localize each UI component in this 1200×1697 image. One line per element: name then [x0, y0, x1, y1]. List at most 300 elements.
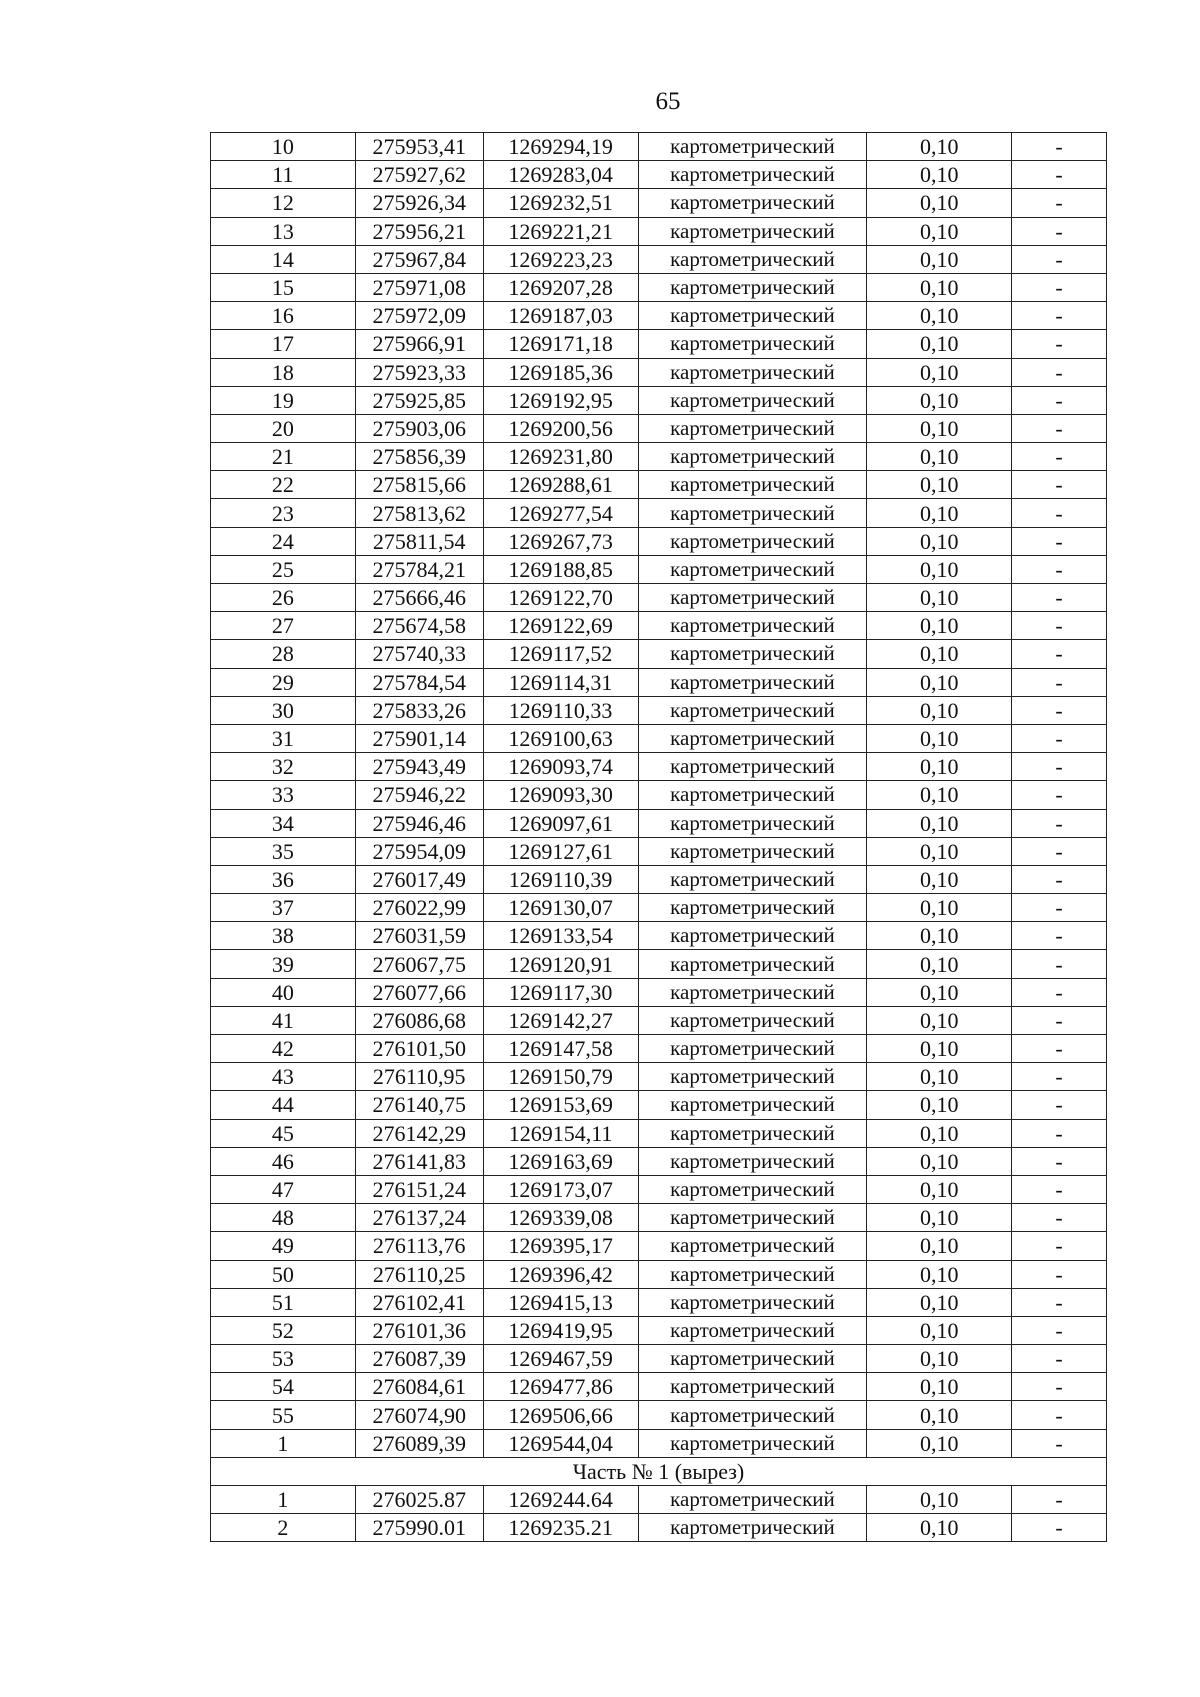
point-number-cell: 11	[211, 161, 356, 189]
method-cell: картометрический	[638, 668, 867, 696]
accuracy-cell: 0,10	[867, 1514, 1012, 1542]
method-cell: картометрический	[638, 894, 867, 922]
accuracy-cell: 0,10	[867, 865, 1012, 893]
y-coordinate-cell: 1269477,86	[483, 1373, 638, 1401]
description-cell: -	[1012, 555, 1107, 583]
x-coordinate-cell: 275784,21	[355, 555, 483, 583]
point-number-cell: 19	[211, 386, 356, 414]
table-row	[211, 837, 1107, 865]
method-cell: картометрический	[638, 1175, 867, 1203]
x-coordinate-cell: 275990.01	[355, 1514, 483, 1542]
accuracy-cell: 0,10	[867, 1288, 1012, 1316]
point-number-cell: 2	[211, 1514, 356, 1542]
method-cell: картометрический	[638, 724, 867, 752]
point-number-cell: 41	[211, 1006, 356, 1034]
method-cell: картометрический	[638, 950, 867, 978]
method-cell: картометрический	[638, 189, 867, 217]
description-cell: -	[1012, 1345, 1107, 1373]
table-row	[211, 330, 1107, 358]
y-coordinate-cell: 1269120,91	[483, 950, 638, 978]
point-number-cell: 42	[211, 1035, 356, 1063]
method-cell: картометрический	[638, 1204, 867, 1232]
point-number-cell: 43	[211, 1063, 356, 1091]
point-number-cell: 47	[211, 1175, 356, 1203]
description-cell: -	[1012, 1401, 1107, 1429]
method-cell: картометрический	[638, 1514, 867, 1542]
accuracy-cell: 0,10	[867, 1175, 1012, 1203]
description-cell: -	[1012, 1119, 1107, 1147]
table-row	[211, 1373, 1107, 1401]
y-coordinate-cell: 1269192,95	[483, 386, 638, 414]
point-number-cell: 45	[211, 1119, 356, 1147]
y-coordinate-cell: 1269221,21	[483, 217, 638, 245]
point-number-cell: 22	[211, 471, 356, 499]
point-number-cell: 32	[211, 753, 356, 781]
table-row	[211, 217, 1107, 245]
description-cell: -	[1012, 273, 1107, 301]
table-row	[211, 668, 1107, 696]
y-coordinate-cell: 1269288,61	[483, 471, 638, 499]
description-cell: -	[1012, 1232, 1107, 1260]
method-cell: картометрический	[638, 837, 867, 865]
x-coordinate-cell: 276113,76	[355, 1232, 483, 1260]
page-number: 65	[655, 88, 681, 115]
point-number-cell: 55	[211, 1401, 356, 1429]
method-cell: картометрический	[638, 443, 867, 471]
method-cell: картометрический	[638, 781, 867, 809]
table-row	[211, 273, 1107, 301]
table-row	[211, 950, 1107, 978]
y-coordinate-cell: 1269467,59	[483, 1345, 638, 1373]
x-coordinate-cell: 276087,39	[355, 1345, 483, 1373]
accuracy-cell: 0,10	[867, 1260, 1012, 1288]
method-cell: картометрический	[638, 1119, 867, 1147]
y-coordinate-cell: 1269200,56	[483, 414, 638, 442]
accuracy-cell: 0,10	[867, 1373, 1012, 1401]
description-cell: -	[1012, 950, 1107, 978]
table-row	[211, 1204, 1107, 1232]
accuracy-cell: 0,10	[867, 1316, 1012, 1344]
table-row	[211, 1345, 1107, 1373]
table-row	[211, 1063, 1107, 1091]
accuracy-cell: 0,10	[867, 724, 1012, 752]
x-coordinate-cell: 275946,46	[355, 809, 483, 837]
y-coordinate-cell: 1269100,63	[483, 724, 638, 752]
description-cell: -	[1012, 612, 1107, 640]
accuracy-cell: 0,10	[867, 781, 1012, 809]
x-coordinate-cell: 276151,24	[355, 1175, 483, 1203]
accuracy-cell: 0,10	[867, 217, 1012, 245]
description-cell: -	[1012, 1063, 1107, 1091]
point-number-cell: 15	[211, 273, 356, 301]
method-cell: картометрический	[638, 302, 867, 330]
point-number-cell: 50	[211, 1260, 356, 1288]
point-number-cell: 35	[211, 837, 356, 865]
table-row	[211, 1147, 1107, 1175]
method-cell: картометрический	[638, 1035, 867, 1063]
x-coordinate-cell: 276140,75	[355, 1091, 483, 1119]
accuracy-cell: 0,10	[867, 640, 1012, 668]
y-coordinate-cell: 1269187,03	[483, 302, 638, 330]
table-row	[211, 1486, 1107, 1514]
method-cell: картометрический	[638, 1232, 867, 1260]
method-cell: картометрический	[638, 640, 867, 668]
x-coordinate-cell: 276101,36	[355, 1316, 483, 1344]
method-cell: картометрический	[638, 527, 867, 555]
table-row	[211, 865, 1107, 893]
method-cell: картометрический	[638, 161, 867, 189]
point-number-cell: 36	[211, 865, 356, 893]
accuracy-cell: 0,10	[867, 133, 1012, 161]
description-cell: -	[1012, 1147, 1107, 1175]
accuracy-cell: 0,10	[867, 894, 1012, 922]
description-cell: -	[1012, 245, 1107, 273]
description-cell: -	[1012, 724, 1107, 752]
x-coordinate-cell: 276017,49	[355, 865, 483, 893]
method-cell: картометрический	[638, 330, 867, 358]
accuracy-cell: 0,10	[867, 1035, 1012, 1063]
point-number-cell: 46	[211, 1147, 356, 1175]
point-number-cell: 1	[211, 1486, 356, 1514]
y-coordinate-cell: 1269122,69	[483, 612, 638, 640]
point-number-cell: 26	[211, 584, 356, 612]
description-cell: -	[1012, 217, 1107, 245]
description-cell: -	[1012, 499, 1107, 527]
y-coordinate-cell: 1269117,52	[483, 640, 638, 668]
accuracy-cell: 0,10	[867, 358, 1012, 386]
y-coordinate-cell: 1269147,58	[483, 1035, 638, 1063]
table-row	[211, 133, 1107, 161]
method-cell: картометрический	[638, 499, 867, 527]
x-coordinate-cell: 275666,46	[355, 584, 483, 612]
method-cell: картометрический	[638, 922, 867, 950]
x-coordinate-cell: 276086,68	[355, 1006, 483, 1034]
accuracy-cell: 0,10	[867, 978, 1012, 1006]
table-row	[211, 753, 1107, 781]
accuracy-cell: 0,10	[867, 668, 1012, 696]
y-coordinate-cell: 1269339,08	[483, 1204, 638, 1232]
method-cell: картометрический	[638, 809, 867, 837]
accuracy-cell: 0,10	[867, 161, 1012, 189]
table-row	[211, 809, 1107, 837]
x-coordinate-cell: 276141,83	[355, 1147, 483, 1175]
description-cell: -	[1012, 668, 1107, 696]
table-row	[211, 1091, 1107, 1119]
accuracy-cell: 0,10	[867, 527, 1012, 555]
table-row	[211, 555, 1107, 583]
accuracy-cell: 0,10	[867, 922, 1012, 950]
y-coordinate-cell: 1269415,13	[483, 1288, 638, 1316]
x-coordinate-cell: 276101,50	[355, 1035, 483, 1063]
y-coordinate-cell: 1269277,54	[483, 499, 638, 527]
method-cell: картометрический	[638, 612, 867, 640]
method-cell: картометрический	[638, 217, 867, 245]
table-row	[211, 1401, 1107, 1429]
table-row	[211, 724, 1107, 752]
x-coordinate-cell: 275903,06	[355, 414, 483, 442]
point-number-cell: 17	[211, 330, 356, 358]
y-coordinate-cell: 1269207,28	[483, 273, 638, 301]
method-cell: картометрический	[638, 1006, 867, 1034]
method-cell: картометрический	[638, 1316, 867, 1344]
x-coordinate-cell: 275971,08	[355, 273, 483, 301]
y-coordinate-cell: 1269185,36	[483, 358, 638, 386]
point-number-cell: 16	[211, 302, 356, 330]
table-row	[211, 696, 1107, 724]
point-number-cell: 25	[211, 555, 356, 583]
point-number-cell: 37	[211, 894, 356, 922]
point-number-cell: 29	[211, 668, 356, 696]
accuracy-cell: 0,10	[867, 555, 1012, 583]
method-cell: картометрический	[638, 133, 867, 161]
method-cell: картометрический	[638, 471, 867, 499]
accuracy-cell: 0,10	[867, 414, 1012, 442]
x-coordinate-cell: 275943,49	[355, 753, 483, 781]
y-coordinate-cell: 1269506,66	[483, 1401, 638, 1429]
method-cell: картометрический	[638, 414, 867, 442]
section-title: Часть № 1 (вырез)	[211, 1457, 1107, 1485]
x-coordinate-cell: 275923,33	[355, 358, 483, 386]
method-cell: картометрический	[638, 555, 867, 583]
accuracy-cell: 0,10	[867, 189, 1012, 217]
y-coordinate-cell: 1269163,69	[483, 1147, 638, 1175]
table-row	[211, 1514, 1107, 1542]
method-cell: картометрический	[638, 1288, 867, 1316]
description-cell: -	[1012, 302, 1107, 330]
coordinates-table-body	[211, 133, 1107, 1542]
accuracy-cell: 0,10	[867, 584, 1012, 612]
point-number-cell: 40	[211, 978, 356, 1006]
table-row	[211, 1119, 1107, 1147]
x-coordinate-cell: 275926,34	[355, 189, 483, 217]
accuracy-cell: 0,10	[867, 753, 1012, 781]
method-cell: картометрический	[638, 1091, 867, 1119]
description-cell: -	[1012, 1260, 1107, 1288]
x-coordinate-cell: 275956,21	[355, 217, 483, 245]
y-coordinate-cell: 1269171,18	[483, 330, 638, 358]
method-cell: картометрический	[638, 1063, 867, 1091]
x-coordinate-cell: 276084,61	[355, 1373, 483, 1401]
y-coordinate-cell: 1269231,80	[483, 443, 638, 471]
point-number-cell: 44	[211, 1091, 356, 1119]
accuracy-cell: 0,10	[867, 245, 1012, 273]
table-row	[211, 1288, 1107, 1316]
x-coordinate-cell: 275972,09	[355, 302, 483, 330]
table-row	[211, 386, 1107, 414]
y-coordinate-cell: 1269419,95	[483, 1316, 638, 1344]
table-row	[211, 894, 1107, 922]
accuracy-cell: 0,10	[867, 330, 1012, 358]
table-row	[211, 781, 1107, 809]
table-row	[211, 1429, 1107, 1457]
description-cell: -	[1012, 133, 1107, 161]
y-coordinate-cell: 1269267,73	[483, 527, 638, 555]
accuracy-cell: 0,10	[867, 696, 1012, 724]
x-coordinate-cell: 276142,29	[355, 1119, 483, 1147]
method-cell: картометрический	[638, 358, 867, 386]
method-cell: картометрический	[638, 1260, 867, 1288]
table-row	[211, 978, 1107, 1006]
x-coordinate-cell: 275740,33	[355, 640, 483, 668]
accuracy-cell: 0,10	[867, 499, 1012, 527]
x-coordinate-cell: 275927,62	[355, 161, 483, 189]
accuracy-cell: 0,10	[867, 1063, 1012, 1091]
table-row	[211, 1035, 1107, 1063]
x-coordinate-cell: 276077,66	[355, 978, 483, 1006]
point-number-cell: 51	[211, 1288, 356, 1316]
table-row	[211, 414, 1107, 442]
description-cell: -	[1012, 471, 1107, 499]
point-number-cell: 13	[211, 217, 356, 245]
accuracy-cell: 0,10	[867, 950, 1012, 978]
y-coordinate-cell: 1269093,30	[483, 781, 638, 809]
point-number-cell: 54	[211, 1373, 356, 1401]
accuracy-cell: 0,10	[867, 1345, 1012, 1373]
x-coordinate-cell: 275925,85	[355, 386, 483, 414]
y-coordinate-cell: 1269294,19	[483, 133, 638, 161]
table-row	[211, 584, 1107, 612]
y-coordinate-cell: 1269188,85	[483, 555, 638, 583]
method-cell: картометрический	[638, 696, 867, 724]
table-row	[211, 471, 1107, 499]
x-coordinate-cell: 275811,54	[355, 527, 483, 555]
point-number-cell: 34	[211, 809, 356, 837]
method-cell: картометрический	[638, 978, 867, 1006]
point-number-cell: 49	[211, 1232, 356, 1260]
accuracy-cell: 0,10	[867, 471, 1012, 499]
method-cell: картометрический	[638, 753, 867, 781]
method-cell: картометрический	[638, 245, 867, 273]
x-coordinate-cell: 276110,95	[355, 1063, 483, 1091]
y-coordinate-cell: 1269283,04	[483, 161, 638, 189]
y-coordinate-cell: 1269130,07	[483, 894, 638, 922]
accuracy-cell: 0,10	[867, 1429, 1012, 1457]
accuracy-cell: 0,10	[867, 1204, 1012, 1232]
table-row	[211, 443, 1107, 471]
point-number-cell: 31	[211, 724, 356, 752]
accuracy-cell: 0,10	[867, 1232, 1012, 1260]
y-coordinate-cell: 1269110,33	[483, 696, 638, 724]
accuracy-cell: 0,10	[867, 1401, 1012, 1429]
table-row	[211, 1175, 1107, 1203]
x-coordinate-cell: 275901,14	[355, 724, 483, 752]
description-cell: -	[1012, 640, 1107, 668]
point-number-cell: 24	[211, 527, 356, 555]
x-coordinate-cell: 275815,66	[355, 471, 483, 499]
table-row	[211, 358, 1107, 386]
y-coordinate-cell: 1269110,39	[483, 865, 638, 893]
description-cell: -	[1012, 386, 1107, 414]
description-cell: -	[1012, 1175, 1107, 1203]
x-coordinate-cell: 276110,25	[355, 1260, 483, 1288]
accuracy-cell: 0,10	[867, 443, 1012, 471]
description-cell: -	[1012, 330, 1107, 358]
y-coordinate-cell: 1269150,79	[483, 1063, 638, 1091]
y-coordinate-cell: 1269097,61	[483, 809, 638, 837]
x-coordinate-cell: 276102,41	[355, 1288, 483, 1316]
point-number-cell: 38	[211, 922, 356, 950]
table-row	[211, 1316, 1107, 1344]
table-row	[211, 499, 1107, 527]
x-coordinate-cell: 275954,09	[355, 837, 483, 865]
accuracy-cell: 0,10	[867, 612, 1012, 640]
description-cell: -	[1012, 753, 1107, 781]
description-cell: -	[1012, 358, 1107, 386]
accuracy-cell: 0,10	[867, 837, 1012, 865]
accuracy-cell: 0,10	[867, 809, 1012, 837]
description-cell: -	[1012, 1373, 1107, 1401]
description-cell: -	[1012, 189, 1107, 217]
table-row	[211, 640, 1107, 668]
description-cell: -	[1012, 781, 1107, 809]
x-coordinate-cell: 276067,75	[355, 950, 483, 978]
x-coordinate-cell: 275813,62	[355, 499, 483, 527]
y-coordinate-cell: 1269114,31	[483, 668, 638, 696]
point-number-cell: 27	[211, 612, 356, 640]
point-number-cell: 23	[211, 499, 356, 527]
description-cell: -	[1012, 584, 1107, 612]
description-cell: -	[1012, 1429, 1107, 1457]
method-cell: картометрический	[638, 1147, 867, 1175]
accuracy-cell: 0,10	[867, 1486, 1012, 1514]
table-row	[211, 612, 1107, 640]
description-cell: -	[1012, 1091, 1107, 1119]
y-coordinate-cell: 1269235.21	[483, 1514, 638, 1542]
table-row	[211, 161, 1107, 189]
method-cell: картометрический	[638, 1486, 867, 1514]
y-coordinate-cell: 1269232,51	[483, 189, 638, 217]
point-number-cell: 53	[211, 1345, 356, 1373]
y-coordinate-cell: 1269544,04	[483, 1429, 638, 1457]
x-coordinate-cell: 275967,84	[355, 245, 483, 273]
accuracy-cell: 0,10	[867, 386, 1012, 414]
description-cell: -	[1012, 696, 1107, 724]
y-coordinate-cell: 1269173,07	[483, 1175, 638, 1203]
x-coordinate-cell: 276137,24	[355, 1204, 483, 1232]
description-cell: -	[1012, 1204, 1107, 1232]
point-number-cell: 20	[211, 414, 356, 442]
point-number-cell: 52	[211, 1316, 356, 1344]
description-cell: -	[1012, 865, 1107, 893]
method-cell: картометрический	[638, 1429, 867, 1457]
table-row	[211, 1232, 1107, 1260]
table-row	[211, 189, 1107, 217]
y-coordinate-cell: 1269133,54	[483, 922, 638, 950]
x-coordinate-cell: 276089,39	[355, 1429, 483, 1457]
point-number-cell: 28	[211, 640, 356, 668]
accuracy-cell: 0,10	[867, 273, 1012, 301]
description-cell: -	[1012, 161, 1107, 189]
description-cell: -	[1012, 443, 1107, 471]
x-coordinate-cell: 275833,26	[355, 696, 483, 724]
point-number-cell: 33	[211, 781, 356, 809]
table-row	[211, 922, 1107, 950]
description-cell: -	[1012, 414, 1107, 442]
x-coordinate-cell: 276022,99	[355, 894, 483, 922]
section-header-row	[211, 1457, 1107, 1485]
description-cell: -	[1012, 922, 1107, 950]
description-cell: -	[1012, 837, 1107, 865]
point-number-cell: 18	[211, 358, 356, 386]
description-cell: -	[1012, 978, 1107, 1006]
point-number-cell: 30	[211, 696, 356, 724]
description-cell: -	[1012, 894, 1107, 922]
x-coordinate-cell: 275784,54	[355, 668, 483, 696]
point-number-cell: 10	[211, 133, 356, 161]
accuracy-cell: 0,10	[867, 1091, 1012, 1119]
description-cell: -	[1012, 1486, 1107, 1514]
method-cell: картометрический	[638, 1373, 867, 1401]
